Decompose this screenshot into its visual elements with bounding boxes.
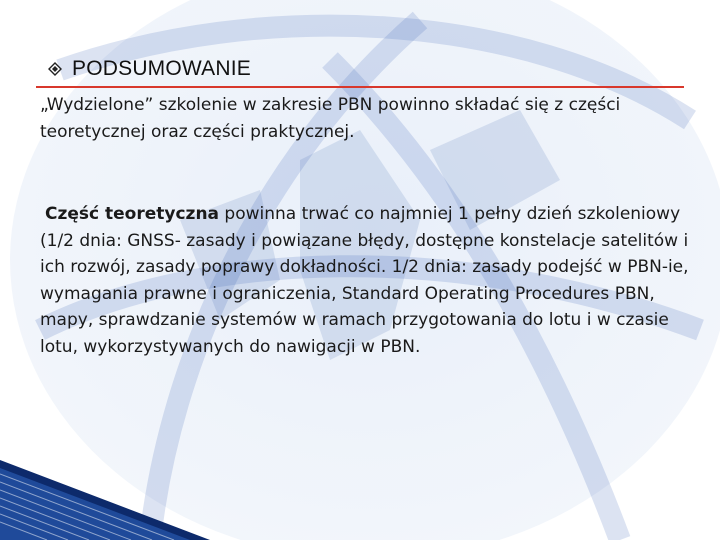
slide-title: PODSUMOWANIE [72, 57, 251, 80]
paragraph-intro: „Wydzielone” szkolenie w zakresie PBN powinno składać się z części teoretycznej oraz części praktycznej. [40, 95, 621, 142]
paragraph-theory [40, 201, 690, 360]
title-underline [36, 86, 684, 88]
corner-decoration [0, 450, 210, 540]
heading-row [48, 54, 251, 84]
paragraph-body: powinna trwać co najmniej 1 pełny dzień szkoleniowy (1/2 dnia: GNSS- zasady i powiązane błędy, dostępne konstelacje satelitów i ich rozwój, zasady poprawy dokładności. 1/2 dnia: zasady podejść w PBN-ie, wymagania prawne i ograniczenia, Standard Operating Procedures PBN, mapy, sprawdzanie systemów w ramach przygotowania do lotu i w czasie lotu, wykorzystywanych do nawigacji w PBN. [40, 204, 689, 357]
paragraph-lead-bold: Część teoretyczna [45, 204, 220, 224]
diamond-bullet-icon [48, 62, 62, 76]
